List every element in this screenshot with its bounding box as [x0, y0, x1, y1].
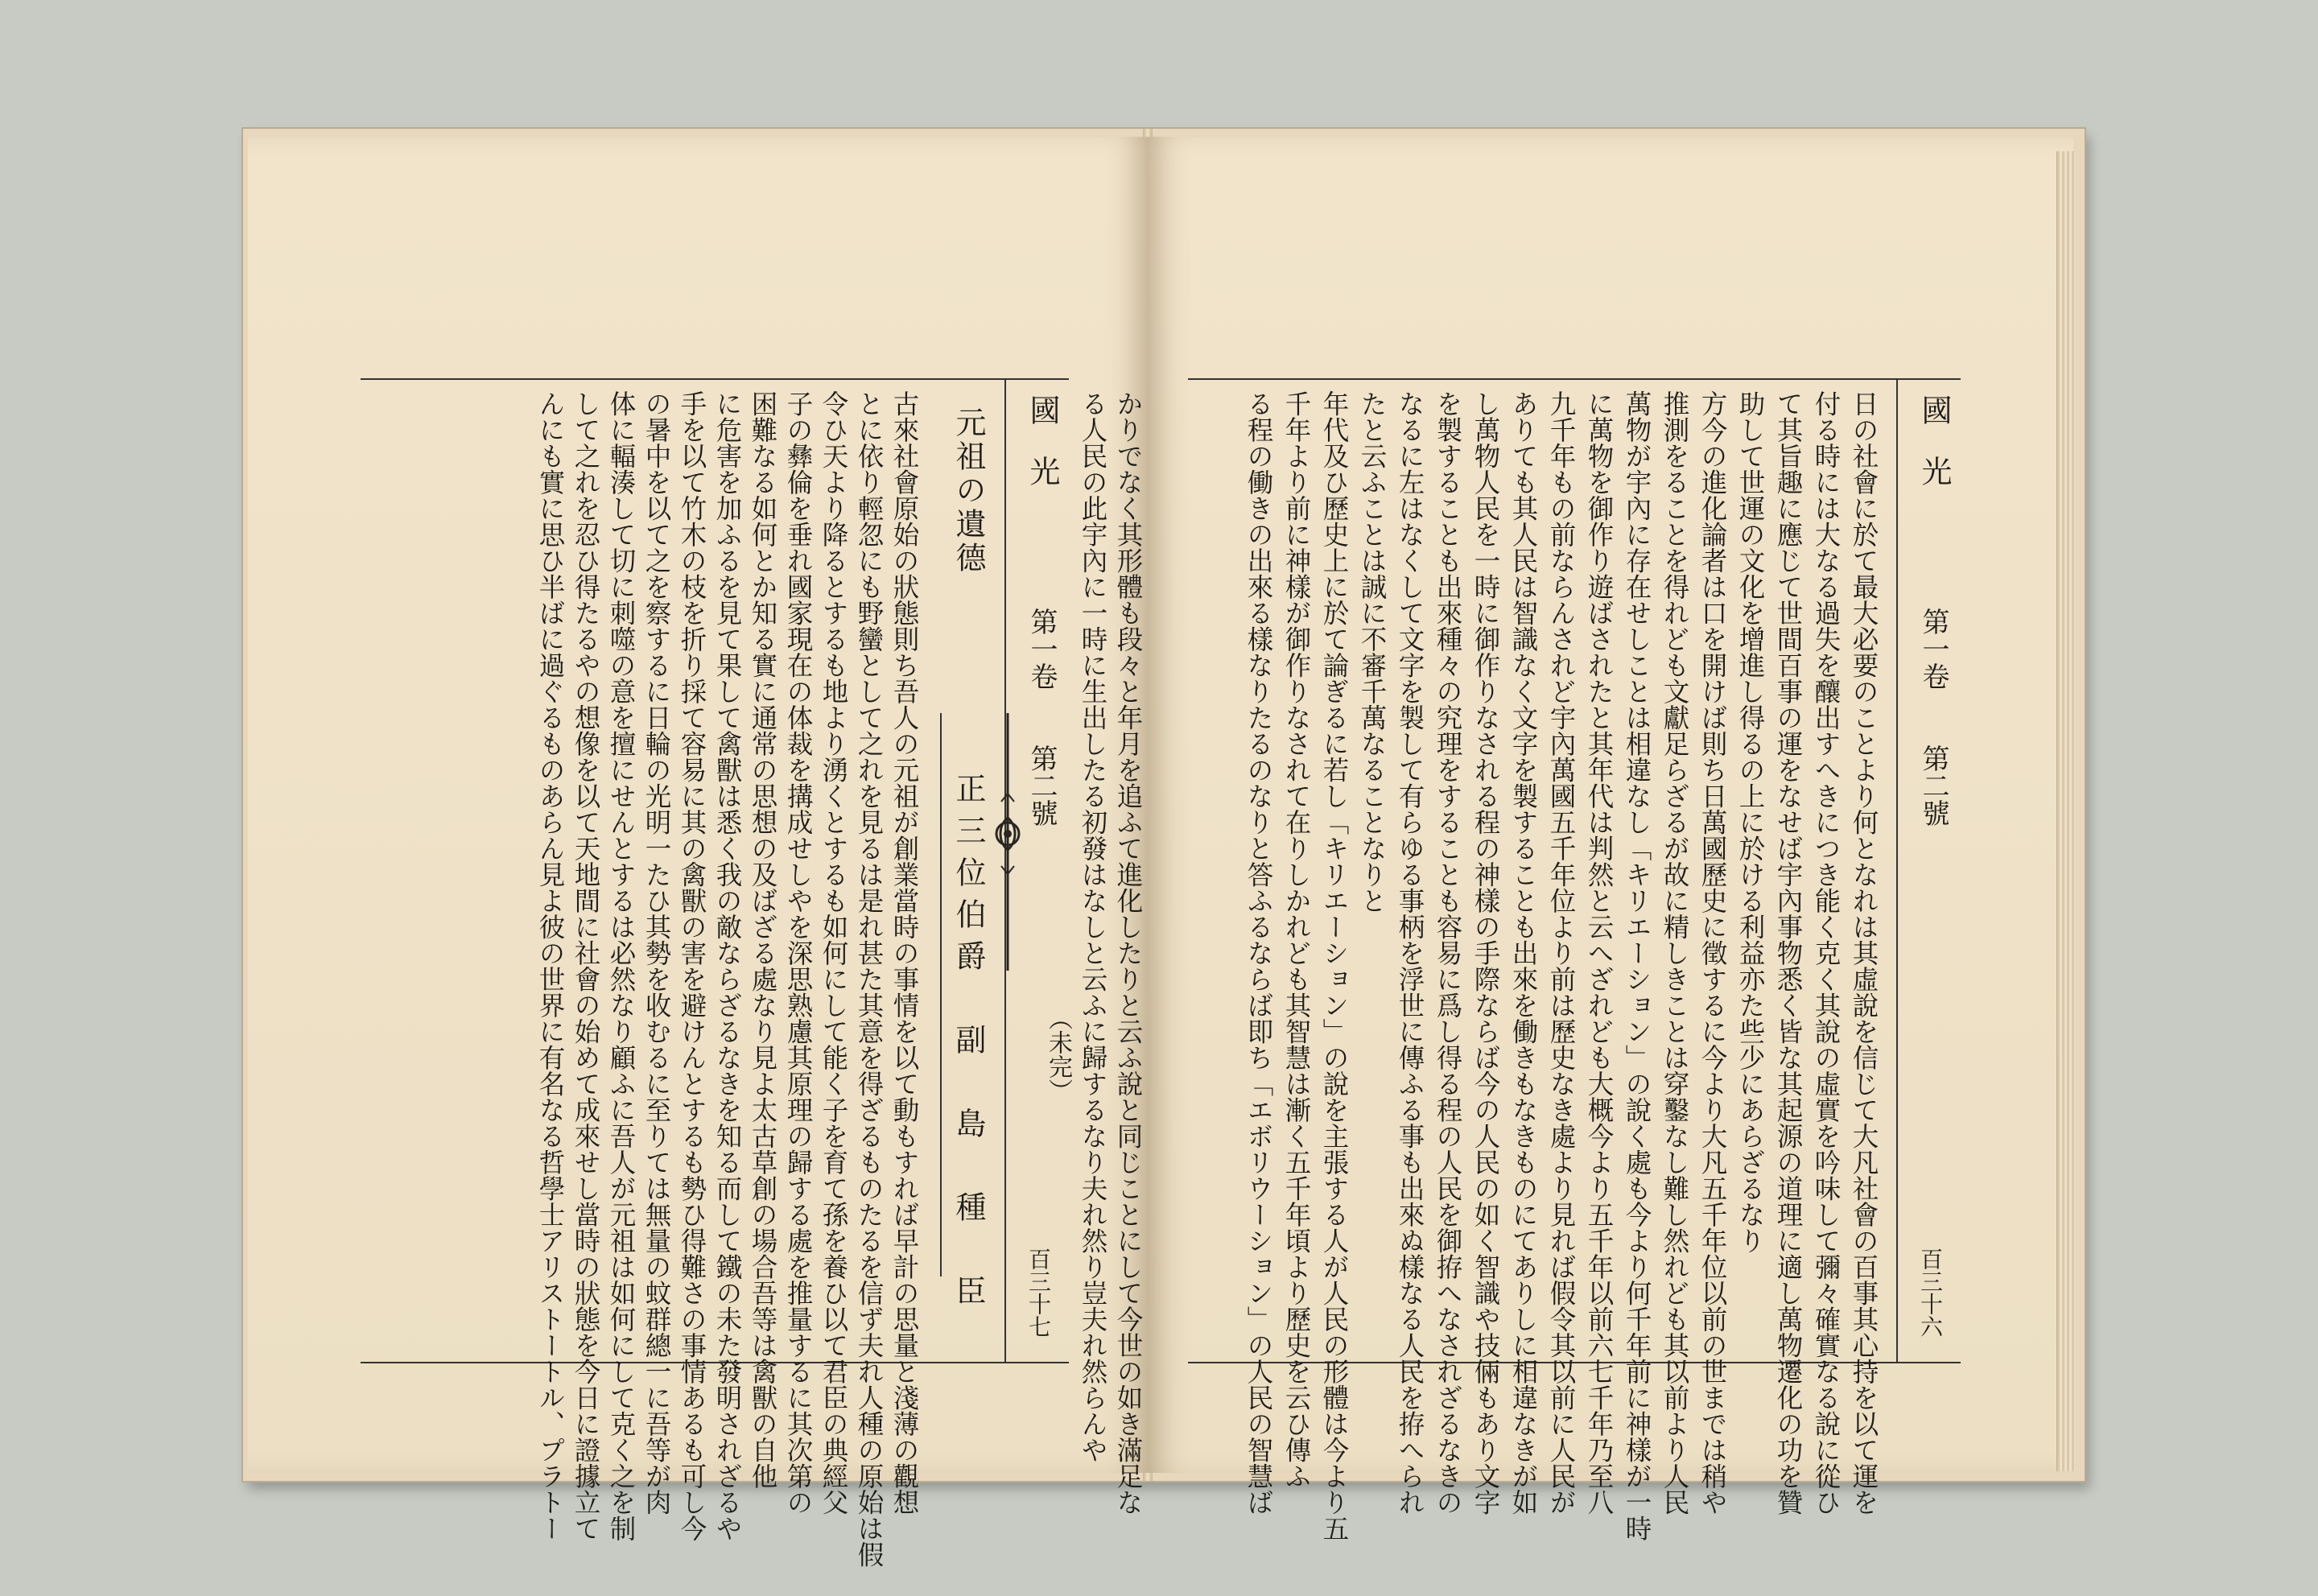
right-body-line: て其旨趣に應じて世間百事の運をなせば宇內事物悉く皆な其起源の道理に適し萬物遷化の功を贊: [1773, 390, 1804, 1516]
article-body-line: 手を以て竹木の枝を折り採て容易に其の禽獸の害を避けんとするも勢ひ得難さの事情あるも可し今: [677, 390, 707, 1541]
article-body-line: 令ひ天より降るとするも地より湧くとするも如何にして能く子を育て孫を養ひ以て君臣の典經父: [819, 390, 849, 1516]
right-header-rule: [1896, 378, 1898, 1362]
prev-article-line: かりでなく其形體も段々と年月を追ふて進化したりと云ふ說と同じことにして今世の如き滿足な: [1113, 390, 1144, 1516]
article-title: 元祖の遺德: [951, 406, 986, 575]
right-body-line: 付る時には大なる過失を釀出すへきにつき能く克く其說の虛實を吟味して彌々確實なる說に從ひ: [1811, 390, 1842, 1516]
right-body-line: に萬物を御作り遊ばされたと其年代は判然と云へざれども大概今より五千年以前六七千年乃至八: [1584, 390, 1615, 1516]
article-body-line: 困難なる如何とか知る實に通常の思想の及ばざる處なり見よ太古草創の場合吾等は禽獸の自他: [748, 390, 778, 1489]
prev-article-end-note: （未完）: [1044, 1006, 1072, 1103]
right-issue: 第二號: [1917, 744, 1949, 827]
right-body-line: 推測をることを得れども文獻足らざるが故に精しきことは穿鑿なし難し然れども其以前より人民: [1660, 390, 1690, 1516]
right-body-line: 九千年もの前ならんされど宇內萬國五千年位より前は歷史なき處より見れば假令其以前に人民が: [1546, 390, 1577, 1516]
right-body-line: を製することも出來種々の究理をすることも容易に爲し得る程の人民を御拵へなされざるなきの: [1433, 390, 1463, 1516]
right-body-line: 年代及ひ歷史上に於て論ぎるに若し「キリエーション」の說を主張する人が人民の形體は今より五: [1319, 390, 1350, 1541]
right-body-line: ありても其人民は智識なく文字を製することも出來を働きもなきものにてありしに相違なきが如: [1508, 390, 1539, 1516]
ornament-divider: [992, 713, 1024, 987]
article-body-line: 子の彝倫を垂れ國家現在の体裁を搆成せしやを深思熟慮其原理の歸する處を推量するに其次第の: [783, 390, 814, 1516]
right-body-line: 千年より前に神樣が御作りなされて在りしかれども其智慧は漸く五千年頃より歷史を云ひ傳ふ: [1281, 390, 1312, 1489]
right-volume: 第一卷: [1917, 608, 1949, 690]
right-body-line: 方今の進化論者は口を開けば則ち日萬國歷史に徵するに今より大凡五千年位以前の世までは稍や: [1697, 390, 1728, 1516]
left-magazine-title: 國 光: [1025, 394, 1060, 486]
article-body-line: に危害を加ふるを見て果して禽獸は悉く我の敵ならざるなきを知る而して鐵の未た發明されざるや: [712, 390, 743, 1541]
article-body-line: 古來社會原始の狀態則ち吾人の元祖が創業當時の事情を以て動もすれば早計の思量と淺薄の觀想: [889, 390, 920, 1516]
article-body-line: とに依り輕忽にも野蠻として之れを見るは是れ甚た其意を得ざるものたるを信ず夫れ人種の原始は假: [854, 390, 885, 1568]
right-body-line: なるに左はなくして文字を製して有らゆる事柄を浮世に傳ふる事も出來ぬ樣なる人民を拵へられ: [1395, 390, 1425, 1516]
article-body-line: して之れを忍ひ得たるやの想像を以て天地間に社會の始めて成來せし當時の狀態を今日に證據立て: [571, 390, 601, 1541]
left-page: [248, 137, 1148, 1568]
prev-article-line: る人民の此宇內に一時に生出したる初發はなしと云ふに歸するなり夫れ然り豈夫れ然らんや: [1078, 390, 1108, 1463]
page-edges: [2056, 151, 2075, 1471]
left-volume: 第一卷: [1025, 608, 1058, 690]
article-divider-rule: [940, 713, 942, 1276]
right-body-line: る程の働きの出來る樣なりたるのなりと答ふるならば即ち「エボリウーション」の人民の智慧ば: [1244, 390, 1274, 1516]
left-issue: 第二號: [1025, 744, 1058, 827]
open-book: [243, 129, 2085, 1568]
right-body-line: たと云ふことは誠に不審千萬なることなりと: [1357, 390, 1388, 913]
article-author: 正三位伯爵 副 島 種 臣: [951, 773, 986, 1317]
right-body-line: し萬物人民を一時に御作りなされる程の神樣の手際ならば今の人民の如く智識や技倆もあり文字: [1470, 390, 1501, 1516]
right-body-line: 日の社會に於て最大必要のことより何となれは其虛說を信じて大凡社會の百事其心持を以て運を: [1849, 390, 1879, 1516]
article-body-line: んにも實に思ひ半ばに過ぐるものあらん見よ彼の世界に有名なる哲學士アリストートル、プラトー: [535, 390, 566, 1541]
article-body-line: 体に輻湊して切に刺噬の意を擅にせんとするは必然なり顧ふに吾人が元祖は如何にして克く之を制: [606, 390, 637, 1541]
article-body-line: の暑中を以て之を察するに日輪の光明一たひ其勢を收むるに至りては無量の蚊群總一に吾等が肉: [641, 390, 672, 1516]
right-page: [1148, 137, 2073, 1541]
right-body-line: 助して世運の文化を增進し得るの上に於ける利益亦た些少にあらざるなり: [1735, 390, 1766, 1254]
right-page-number: 百三十六: [1917, 1248, 1944, 1338]
left-page-number: 百三十七: [1025, 1248, 1052, 1338]
right-magazine-title: 國 光: [1916, 394, 1952, 486]
right-body-line: 萬物が宇內に存在せしことは相違なし「キリエーション」の說く處も今より何千年前に神樣が一時: [1622, 390, 1652, 1541]
